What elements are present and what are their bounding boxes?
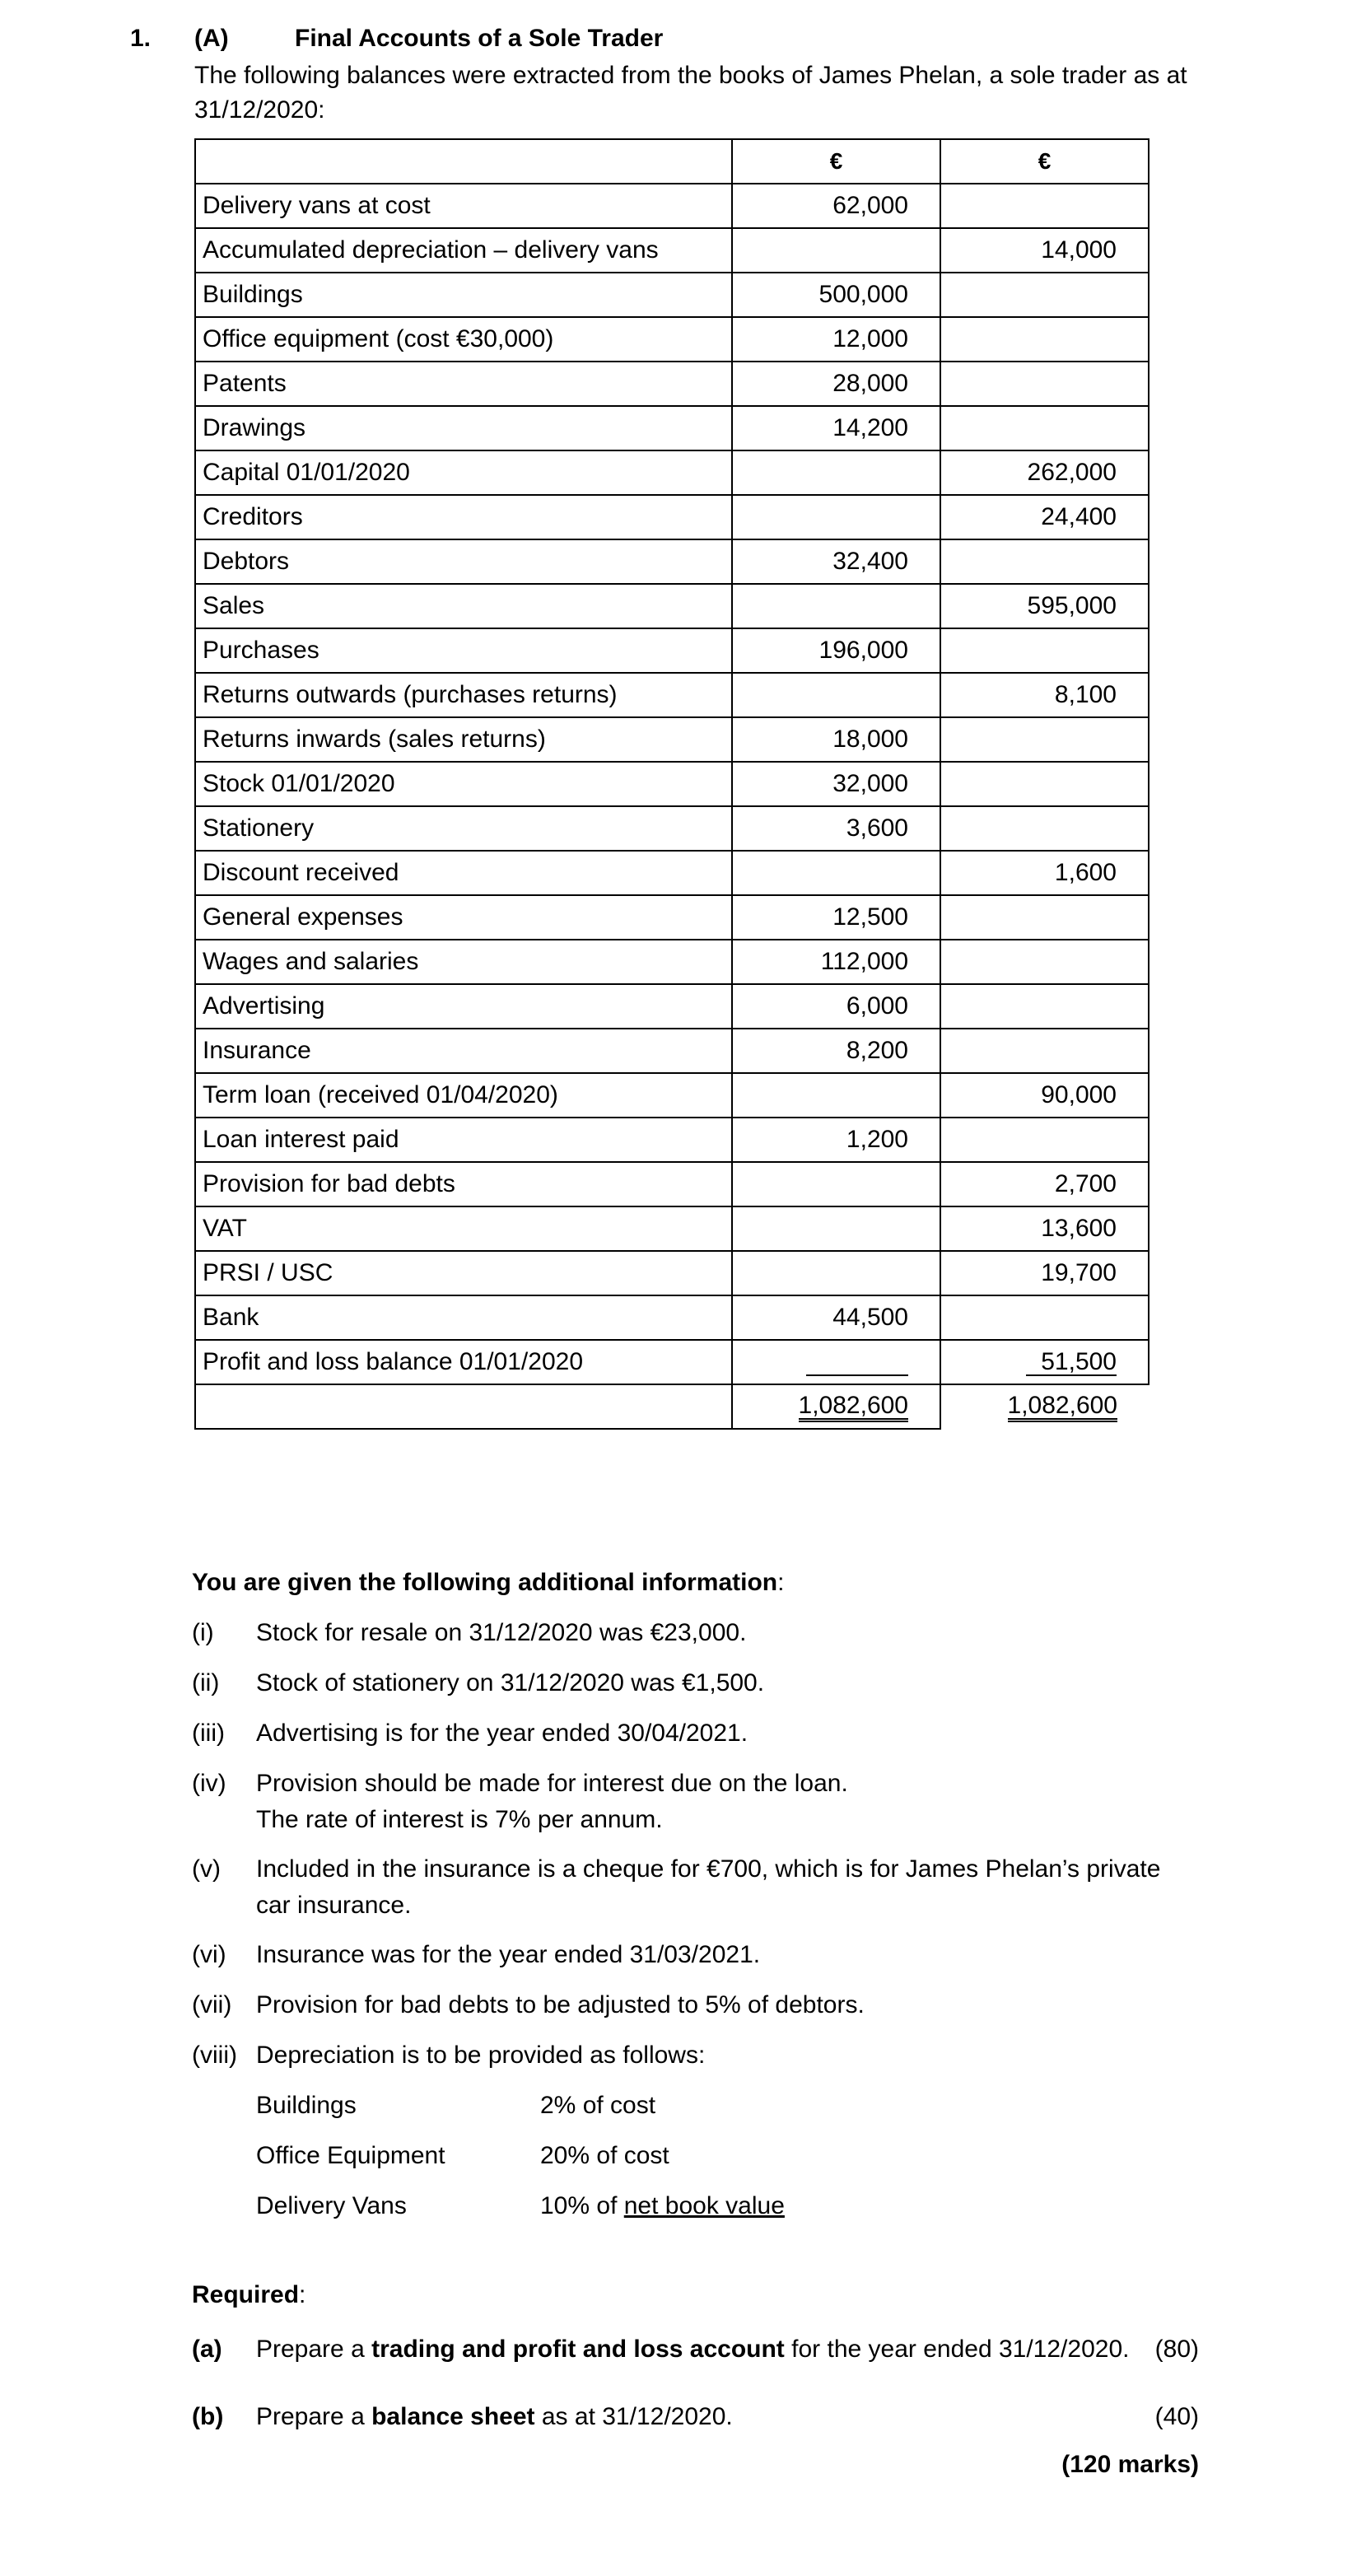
info-item-numeral: (iii): [192, 1720, 225, 1747]
part-a-label: (a): [192, 2336, 222, 2363]
part-b-text: [256, 2403, 733, 2431]
table-row: [195, 1251, 1149, 1295]
row-debit: 32,400: [732, 539, 940, 584]
part-b-text-bold: balance sheet: [371, 2403, 535, 2430]
info-item-text: Advertising is for the year ended 30/04/2021.: [256, 1720, 748, 1747]
row-debit: 6,000: [732, 984, 940, 1029]
row-credit: [940, 273, 1149, 317]
row-label: Delivery vans at cost: [195, 184, 732, 228]
row-credit: [940, 406, 1149, 450]
dep-asset-delivery-vans: Delivery Vans: [256, 2192, 407, 2219]
table-row: [195, 895, 1149, 940]
part-a-text-post: for the year ended 31/12/2020.: [791, 2336, 1130, 2363]
row-debit: 12,000: [732, 317, 940, 362]
required-heading-colon: :: [299, 2281, 306, 2308]
row-credit: [940, 1340, 1149, 1384]
row-debit: 28,000: [732, 362, 940, 406]
row-credit: 262,000: [940, 450, 1149, 495]
row-label: Patents: [195, 362, 732, 406]
intro-line-1: The following balances were extracted from the books of James Phelan, a sole trader as at: [194, 62, 1187, 89]
row-debit: 18,000: [732, 717, 940, 762]
row-debit: 62,000: [732, 184, 940, 228]
row-debit: [732, 1251, 940, 1295]
additional-info-heading-text: You are given the following additional information: [192, 1569, 778, 1596]
table-row: [195, 851, 1149, 895]
row-debit: [732, 495, 940, 539]
info-item-numeral: (v): [192, 1855, 221, 1883]
row-label: Buildings: [195, 273, 732, 317]
header-dr-currency: €: [732, 139, 940, 184]
row-debit: 14,200: [732, 406, 940, 450]
info-item-text-line2: car insurance.: [256, 1892, 412, 1919]
dep-rate-delivery-vans: [540, 2192, 785, 2220]
row-debit: 196,000: [732, 628, 940, 673]
row-debit: [732, 1073, 940, 1118]
total-credit: [940, 1384, 1149, 1429]
row-credit: [940, 806, 1149, 851]
info-item-text: Provision should be made for interest due on the loan.: [256, 1770, 848, 1797]
header-label-cell: [195, 139, 732, 184]
table-row: [195, 806, 1149, 851]
row-label: Returns inwards (sales returns): [195, 717, 732, 762]
row-label: Returns outwards (purchases returns): [195, 673, 732, 717]
row-label: Drawings: [195, 406, 732, 450]
row-debit: [732, 450, 940, 495]
info-item-text-line2: The rate of interest is 7% per annum.: [256, 1806, 663, 1833]
row-label: Accumulated depreciation – delivery vans: [195, 228, 732, 273]
table-row: [195, 228, 1149, 273]
part-b-text-post: as at 31/12/2020.: [541, 2403, 733, 2430]
row-credit: 14,000: [940, 228, 1149, 273]
info-item-numeral: (iv): [192, 1770, 226, 1797]
row-debit: [732, 851, 940, 895]
pl-credit-value: 51,500: [1026, 1350, 1117, 1376]
additional-info-heading: [192, 1569, 784, 1597]
row-credit: [940, 628, 1149, 673]
part-b-label: (b): [192, 2403, 224, 2430]
table-row-profit-loss: [195, 1340, 1149, 1384]
row-credit: [940, 895, 1149, 940]
additional-info-heading-colon: :: [777, 1569, 785, 1596]
table-row: [195, 717, 1149, 762]
row-debit: [732, 1340, 940, 1384]
table-row: [195, 450, 1149, 495]
row-debit: 12,500: [732, 895, 940, 940]
row-label: Loan interest paid: [195, 1118, 732, 1162]
table-row: [195, 1073, 1149, 1118]
row-label: Wages and salaries: [195, 940, 732, 984]
part-b-marks: (40): [1154, 2403, 1199, 2430]
table-row: [195, 1295, 1149, 1340]
totals-label: [195, 1384, 732, 1429]
table-row: [195, 1029, 1149, 1073]
row-credit: 595,000: [940, 584, 1149, 628]
part-a-text: [256, 2336, 1129, 2364]
part-a-text-pre: Prepare a: [256, 2336, 365, 2363]
dep-rate-prefix: 10% of: [540, 2192, 618, 2219]
debit-underline: [806, 1350, 908, 1376]
table-row: [195, 984, 1149, 1029]
table-row: [195, 1162, 1149, 1206]
table-row: [195, 184, 1149, 228]
table-row: [195, 495, 1149, 539]
row-label: Term loan (received 01/04/2020): [195, 1073, 732, 1118]
table-row: [195, 940, 1149, 984]
row-debit: 500,000: [732, 273, 940, 317]
row-label: Insurance: [195, 1029, 732, 1073]
info-item-text: Included in the insurance is a cheque for €700, which is for James Phelan’s private: [256, 1855, 1161, 1883]
row-credit: 1,600: [940, 851, 1149, 895]
row-label: General expenses: [195, 895, 732, 940]
row-debit: 3,600: [732, 806, 940, 851]
row-label: Capital 01/01/2020: [195, 450, 732, 495]
required-heading-text: Required: [192, 2281, 300, 2308]
info-item-numeral: (vi): [192, 1941, 226, 1968]
table-row: [195, 628, 1149, 673]
table-row: [195, 273, 1149, 317]
row-debit: [732, 1206, 940, 1251]
row-credit: 2,700: [940, 1162, 1149, 1206]
row-credit: [940, 984, 1149, 1029]
info-item-text: Insurance was for the year ended 31/03/2021.: [256, 1941, 761, 1968]
info-item-text: Provision for bad debts to be adjusted to 5% of debtors.: [256, 1991, 865, 2018]
part-a-marks: (80): [1154, 2336, 1199, 2363]
table-row: [195, 584, 1149, 628]
row-label: Creditors: [195, 495, 732, 539]
row-debit: 1,200: [732, 1118, 940, 1162]
question-number: 1.: [130, 25, 152, 52]
dep-rate-net-book-value: net book value: [623, 2192, 785, 2219]
part-b-text-pre: Prepare a: [256, 2403, 365, 2430]
row-label: Sales: [195, 584, 732, 628]
row-label: Advertising: [195, 984, 732, 1029]
row-credit: [940, 1029, 1149, 1073]
row-label: Debtors: [195, 539, 732, 584]
row-credit: [940, 362, 1149, 406]
table-row: [195, 406, 1149, 450]
row-debit: [732, 584, 940, 628]
row-label: Purchases: [195, 628, 732, 673]
row-credit: [940, 317, 1149, 362]
info-item-text: Stock of stationery on 31/12/2020 was €1,500.: [256, 1669, 765, 1696]
row-credit: [940, 762, 1149, 806]
row-credit: 8,100: [940, 673, 1149, 717]
row-label: Stationery: [195, 806, 732, 851]
row-label: Provision for bad debts: [195, 1162, 732, 1206]
info-item-text: Stock for resale on 31/12/2020 was €23,000.: [256, 1619, 747, 1646]
info-item-numeral: (viii): [192, 2042, 237, 2069]
table-row: [195, 1206, 1149, 1251]
section-label: (A): [194, 25, 229, 52]
table-row: [195, 317, 1149, 362]
info-item-numeral: (vii): [192, 1991, 232, 2018]
table-totals-row: [195, 1384, 1149, 1429]
intro-line-2: 31/12/2020:: [194, 96, 325, 124]
row-label: Office equipment (cost €30,000): [195, 317, 732, 362]
table-row: [195, 362, 1149, 406]
dep-rate-buildings: 2% of cost: [540, 2092, 656, 2119]
total-debit: [732, 1384, 940, 1429]
info-item-numeral: (ii): [192, 1669, 220, 1696]
row-debit: 112,000: [732, 940, 940, 984]
trial-balance-table: [194, 138, 1149, 1430]
row-label: Profit and loss balance 01/01/2020: [195, 1340, 732, 1384]
row-label: Bank: [195, 1295, 732, 1340]
row-debit: 32,000: [732, 762, 940, 806]
part-a-text-bold: trading and profit and loss account: [371, 2336, 785, 2363]
row-debit: [732, 673, 940, 717]
row-credit: [940, 1118, 1149, 1162]
question-title: Final Accounts of a Sole Trader: [295, 25, 664, 52]
row-credit: [940, 1295, 1149, 1340]
table-header-row: [195, 139, 1149, 184]
row-label: Discount received: [195, 851, 732, 895]
row-label: Stock 01/01/2020: [195, 762, 732, 806]
table-row: [195, 762, 1149, 806]
table-row: [195, 673, 1149, 717]
row-credit: [940, 940, 1149, 984]
row-debit: 44,500: [732, 1295, 940, 1340]
row-credit: 90,000: [940, 1073, 1149, 1118]
required-heading: [192, 2281, 305, 2309]
row-debit: [732, 1162, 940, 1206]
info-item-numeral: (i): [192, 1619, 214, 1646]
row-debit: 8,200: [732, 1029, 940, 1073]
total-debit-value: 1,082,600: [799, 1393, 908, 1422]
table-row: [195, 539, 1149, 584]
row-credit: [940, 539, 1149, 584]
total-marks: (120 marks): [1061, 2451, 1199, 2478]
dep-rate-office-equipment: 20% of cost: [540, 2142, 669, 2169]
row-credit: [940, 717, 1149, 762]
table-row: [195, 1118, 1149, 1162]
row-label: VAT: [195, 1206, 732, 1251]
total-credit-value: 1,082,600: [1008, 1393, 1117, 1422]
row-credit: [940, 184, 1149, 228]
dep-asset-office-equipment: Office Equipment: [256, 2142, 445, 2169]
dep-asset-buildings: Buildings: [256, 2092, 357, 2119]
row-credit: 24,400: [940, 495, 1149, 539]
row-credit: 19,700: [940, 1251, 1149, 1295]
header-cr-currency: €: [940, 139, 1149, 184]
info-item-text: Depreciation is to be provided as follows:: [256, 2042, 706, 2069]
row-debit: [732, 228, 940, 273]
row-label: PRSI / USC: [195, 1251, 732, 1295]
row-credit: 13,600: [940, 1206, 1149, 1251]
